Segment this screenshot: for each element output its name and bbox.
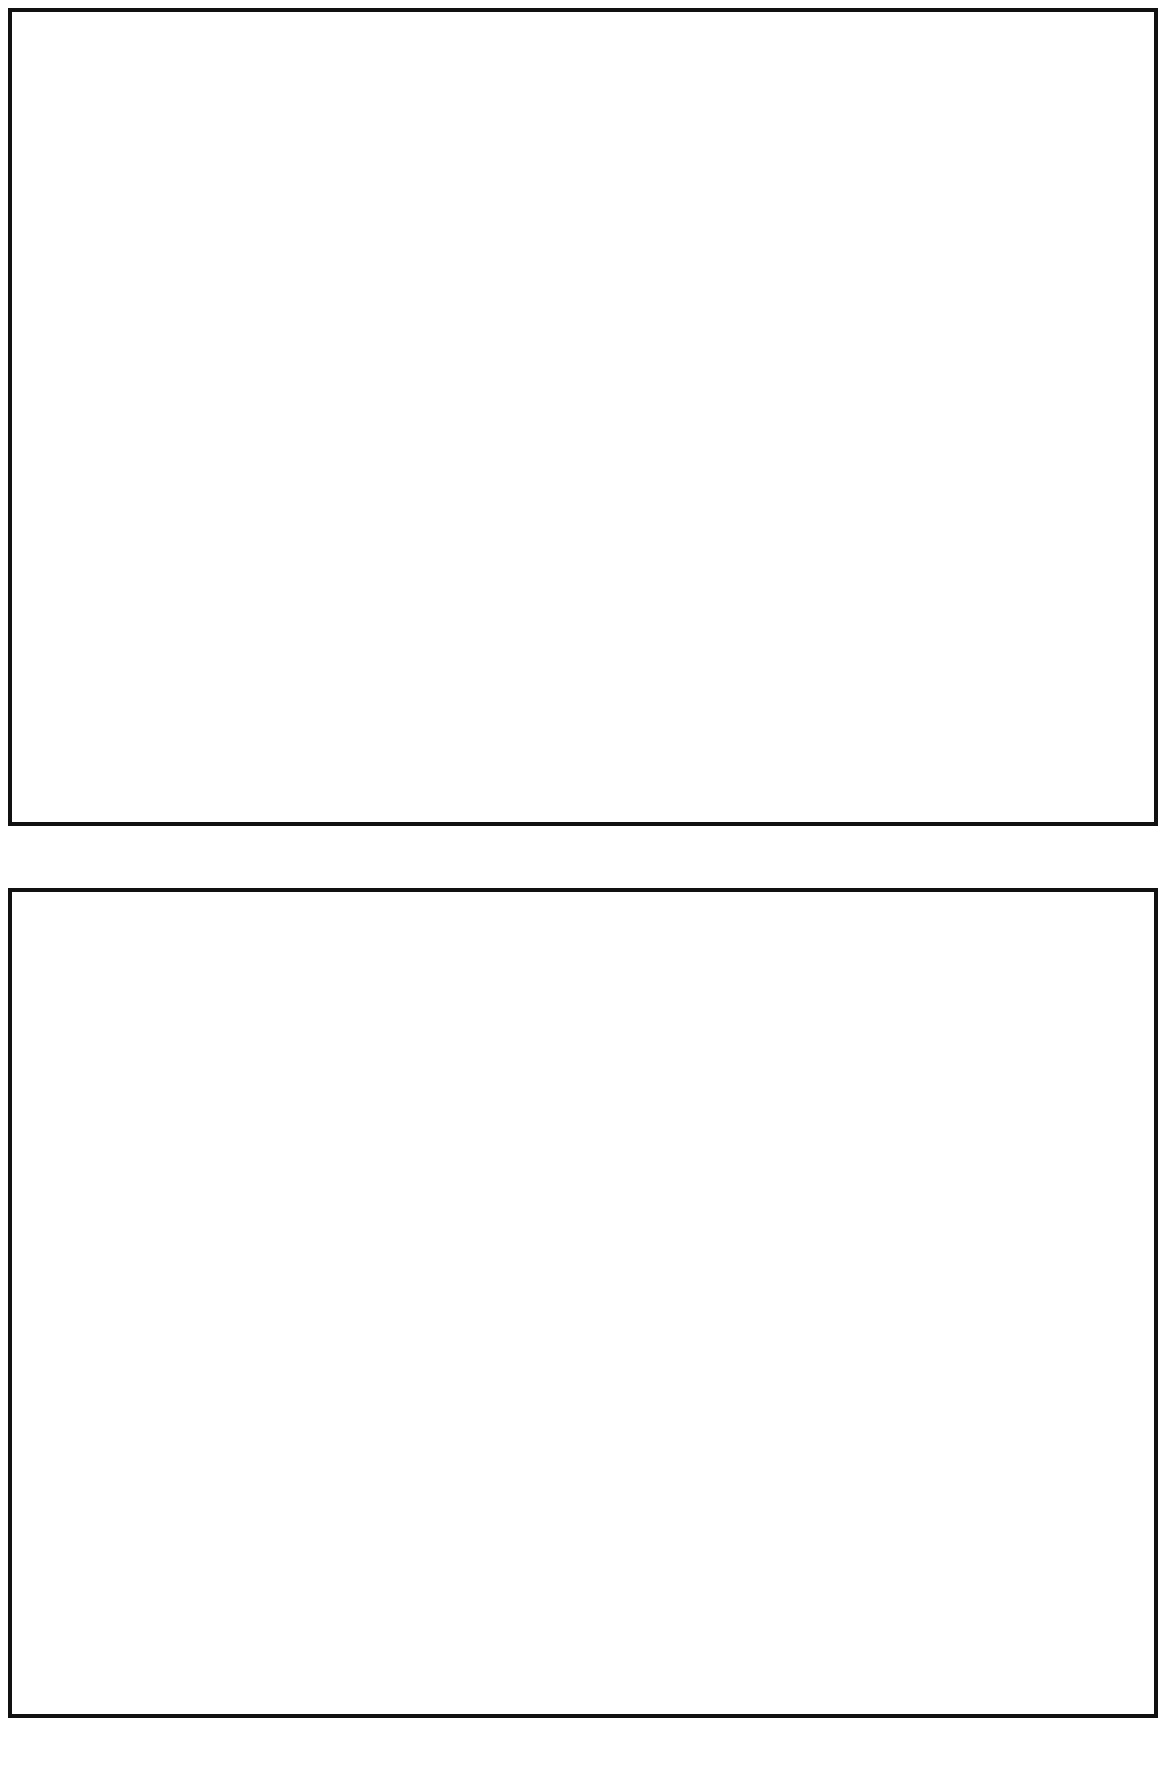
bottom-column-grid [18,898,1148,1708]
top-column-grid [18,18,1148,816]
top-text-panel [8,8,1158,826]
bottom-text-panel [8,888,1158,1718]
